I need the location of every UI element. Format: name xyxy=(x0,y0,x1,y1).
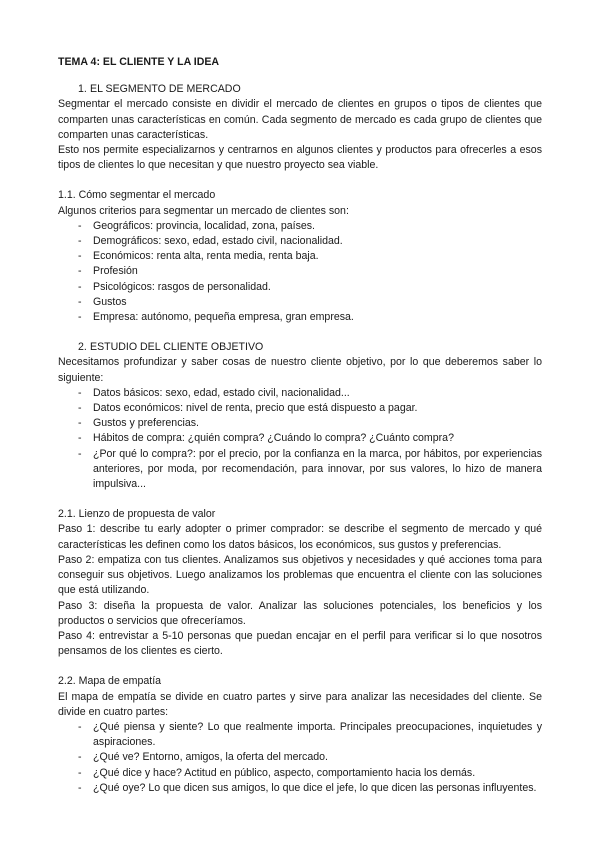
segmentation-criteria-list xyxy=(58,219,542,325)
list-item: - Hábitos de compra: ¿quién compra? ¿Cuándo lo compra? ¿Cuánto compra? xyxy=(58,431,542,446)
list-item: - Económicos: renta alta, renta media, renta baja. xyxy=(58,249,542,264)
list-item: - ¿Qué dice y hace? Actitud en público, aspecto, comportamiento hacia los demás. xyxy=(58,766,542,781)
section-1-1-intro: Algunos criterios para segmentar un mercado de clientes son: xyxy=(58,204,349,217)
section-1-1-heading: 1.1. Cómo segmentar el mercado xyxy=(58,189,216,202)
list-item: - Empresa: autónomo, pequeña empresa, gran empresa. xyxy=(58,310,542,325)
section-1-title: EL SEGMENTO DE MERCADO xyxy=(90,83,241,96)
list-item: - ¿Qué oye? Lo que dicen sus amigos, lo que dice el jefe, lo que dicen las personas influyentes. xyxy=(58,781,542,796)
paso-1-paragraph: Paso 1: describe tu early adopter o primer comprador: se describe el segmento de mercado y qué características les definen como los datos básicos, los económicos, sus gustos y preferencias. xyxy=(58,523,542,551)
section-2-heading xyxy=(58,340,542,355)
list-item: - Psicológicos: rasgos de personalidad. xyxy=(58,280,542,295)
section-2-1-heading: 2.1. Lienzo de propuesta de valor xyxy=(58,508,216,521)
list-item: - Geográficos: provincia, localidad, zona, países. xyxy=(58,219,542,234)
list-item: - Gustos y preferencias. xyxy=(58,416,542,431)
paso-4-paragraph: Paso 4: entrevistar a 5-10 personas que puedan encajar en el perfil para verificar si lo que nosotros pensamos de los clientes es cierto. xyxy=(58,629,542,658)
paso-3-paragraph: Paso 3: diseña la propuesta de valor. Analizar las soluciones potenciales, los beneficios y los productos o servicios que ofreceríamos. xyxy=(58,599,542,627)
section-1-heading xyxy=(58,82,542,97)
section-2-2-intro: El mapa de empatía se divide en cuatro partes y sirve para analizar las necesidades del cliente. Se divide en cuatro partes: xyxy=(58,690,542,718)
section-1-number: 1. xyxy=(78,83,87,96)
list-item: - ¿Por qué lo compra?: por el precio, por la confianza en la marca, por hábitos, por experiencias anteriores, por moda, por recomendación, para innovar, por sus valores, lo hizo de manera impulsiva... xyxy=(58,447,542,493)
section-2-2-heading: 2.2. Mapa de empatía xyxy=(58,675,162,688)
list-item: - Gustos xyxy=(58,295,542,310)
list-item: - ¿Qué piensa y siente? Lo que realmente importa. Principales preocupaciones, inquietudes y aspiraciones. xyxy=(58,720,542,750)
list-item: - Demográficos: sexo, edad, estado civil, nacionalidad. xyxy=(58,234,542,249)
section-2-intro: Necesitamos profundizar y saber cosas de nuestro cliente objetivo, por lo que deberemos saber lo siguiente: xyxy=(58,356,542,384)
client-study-list xyxy=(58,386,542,492)
section-1-paragraph-1: Segmentar el mercado consiste en dividir el mercado de clientes en grupos o tipos de clientes que comparten unas características en común. Cada segmento de mercado es cada grupo de clientes que comparten unas características. xyxy=(58,98,542,141)
paso-2-paragraph: Paso 2: empatiza con tus clientes. Analizamos sus objetivos y necesidades y qué acciones toma para conseguir sus objetivos. Luego analizamos los problemas que encuentra el cliente con las soluciones que está utilizando. xyxy=(58,553,542,597)
list-item: - Datos económicos: nivel de renta, precio que está dispuesto a pagar. xyxy=(58,401,542,416)
list-item: - Datos básicos: sexo, edad, estado civil, nacionalidad... xyxy=(58,386,542,401)
section-2-number: 2. xyxy=(78,341,87,354)
list-item: - Profesión xyxy=(58,264,542,279)
section-1-paragraph-2: Esto nos permite especializarnos y centrarnos en algunos clientes y productos para ofrecerles a esos tipos de clientes lo que necesitan y que nuestro proyecto sea viable. xyxy=(58,144,542,172)
empathy-map-list xyxy=(58,720,542,796)
list-item: - ¿Qué ve? Entorno, amigos, la oferta del mercado. xyxy=(58,750,542,765)
section-2-title: ESTUDIO DEL CLIENTE OBJETIVO xyxy=(90,341,264,354)
document-title: TEMA 4: EL CLIENTE Y LA IDEA xyxy=(58,56,220,68)
